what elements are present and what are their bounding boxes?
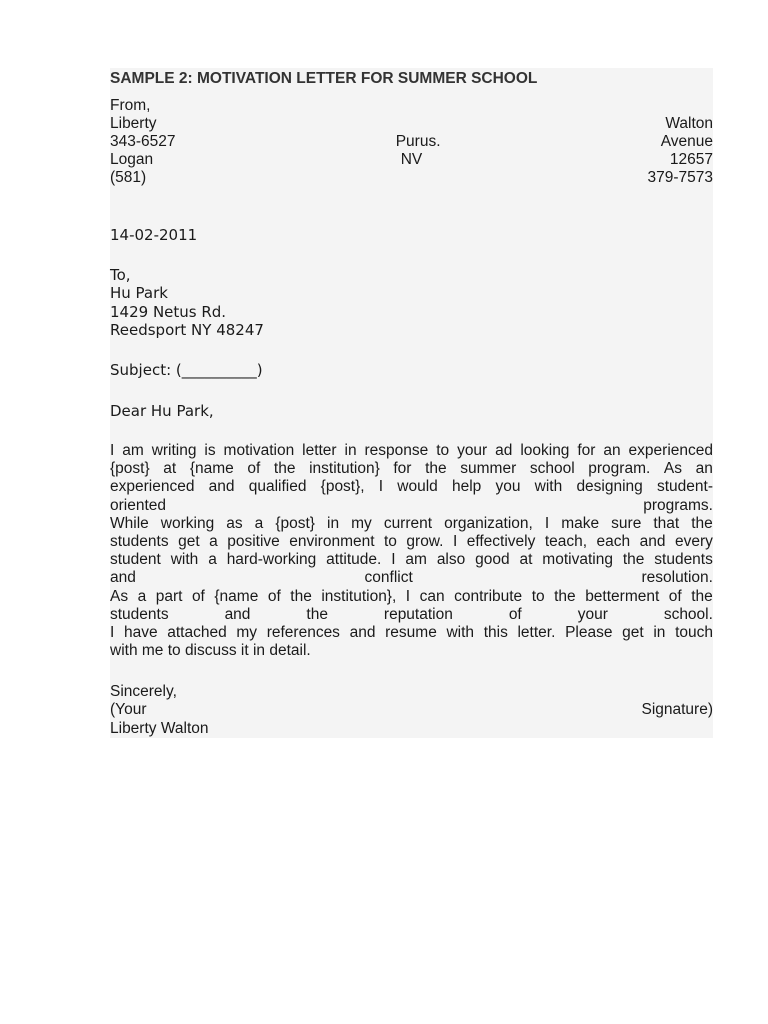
body-line xyxy=(110,478,713,496)
body-word: resolution. xyxy=(641,569,713,587)
body-word: and xyxy=(208,478,235,496)
body-word: Please xyxy=(565,624,613,641)
body-line xyxy=(110,515,713,533)
body-word: the xyxy=(691,587,713,605)
body-word: {name xyxy=(189,460,234,478)
body-word: at xyxy=(519,551,533,569)
body-word: {post}, xyxy=(320,478,365,496)
sender-last-name: Walton xyxy=(665,115,713,132)
body-word: I xyxy=(110,624,115,641)
body-line xyxy=(110,442,713,460)
body-word: have xyxy=(123,624,158,641)
body-word: good xyxy=(475,551,510,569)
sender-first-name: Liberty xyxy=(110,115,157,132)
from-label: From, xyxy=(110,97,151,114)
body-word: would xyxy=(397,478,438,496)
body-word: I xyxy=(452,533,458,550)
sender-signature-name: Liberty Walton xyxy=(110,720,209,737)
body-word: as xyxy=(226,514,243,532)
body-word: an xyxy=(695,460,713,478)
body-word: contribute xyxy=(454,587,523,605)
to-label: To, xyxy=(110,266,131,284)
body-word: touch xyxy=(675,624,713,641)
body-word: my xyxy=(351,514,372,532)
body-word: looking xyxy=(520,442,570,459)
signature-line xyxy=(110,701,713,719)
body-word: school xyxy=(529,460,575,478)
body-word: student xyxy=(110,551,161,569)
body-word: institution}, xyxy=(321,587,397,605)
body-line xyxy=(110,551,713,569)
body-word: this xyxy=(483,624,508,641)
body-word: programs. xyxy=(643,496,713,514)
body-word: to xyxy=(384,533,397,550)
body-word: qualified xyxy=(248,478,307,496)
signature-right: Signature) xyxy=(641,701,713,718)
body-word: a xyxy=(254,514,264,532)
sender-street-name: Purus. xyxy=(395,133,441,150)
body-word: the xyxy=(622,551,645,569)
body-word: with xyxy=(534,478,563,496)
body-word: I xyxy=(391,551,396,569)
body-word: student- xyxy=(656,478,713,496)
body-word: sure xyxy=(611,514,642,532)
body-word: of xyxy=(247,460,261,478)
body-word: of xyxy=(191,587,205,605)
body-word: your xyxy=(457,442,488,459)
body-word: response xyxy=(364,442,429,459)
body-word: students xyxy=(110,533,169,550)
body-word: you xyxy=(495,478,521,496)
body-word: students xyxy=(110,605,169,623)
body-word: with xyxy=(170,551,199,569)
sender-state: NV xyxy=(400,151,423,168)
body-word: get xyxy=(178,533,200,550)
recipient-name: Hu Park xyxy=(110,284,168,302)
from-address-row-3 xyxy=(110,151,713,169)
body-word: a xyxy=(209,533,218,550)
body-word: While xyxy=(110,514,149,532)
body-word: positive xyxy=(227,533,280,550)
body-word: school. xyxy=(663,605,713,623)
body-word: letter xyxy=(302,442,337,459)
body-word: a xyxy=(137,587,147,605)
body-word: the xyxy=(273,460,296,478)
body-word: and xyxy=(349,624,376,641)
body-word: with xyxy=(446,624,475,641)
body-line xyxy=(110,606,713,624)
body-word: ad xyxy=(495,442,513,459)
body-word: working xyxy=(160,514,215,532)
body-word: the xyxy=(306,605,328,623)
body-word: I xyxy=(110,442,115,459)
body-word: a xyxy=(208,551,217,569)
body-word: effectively xyxy=(466,533,536,550)
from-address-row-2 xyxy=(110,133,713,151)
body-word: in xyxy=(327,514,340,532)
body-word: for xyxy=(393,460,412,478)
letter-title: SAMPLE 2: MOTIVATION LETTER FOR SUMMER SCHOOL xyxy=(110,70,538,87)
sender-phone: 379-7573 xyxy=(647,169,713,186)
body-word: for xyxy=(577,442,596,459)
body-word: I xyxy=(544,514,550,532)
body-word: make xyxy=(561,514,600,532)
body-word: the xyxy=(290,587,312,605)
body-word: students xyxy=(654,551,713,569)
sender-area-code: (581) xyxy=(110,169,147,186)
body-word: of xyxy=(668,587,682,605)
body-word: {name xyxy=(214,587,259,605)
body-word: also xyxy=(436,551,466,569)
body-word: {post} xyxy=(275,514,315,532)
body-word: experienced xyxy=(110,478,195,496)
body-word: that xyxy=(653,514,680,532)
body-word: {post} xyxy=(110,460,150,478)
body-word: of xyxy=(267,587,281,605)
body-word: at xyxy=(163,460,177,478)
body-word: the xyxy=(691,514,713,532)
body-word: motivation xyxy=(223,442,295,459)
body-word: oriented xyxy=(110,496,167,514)
body-word: each xyxy=(596,533,631,550)
body-word: an xyxy=(603,442,621,459)
body-word: of xyxy=(508,605,522,623)
body-line xyxy=(110,533,713,551)
body-word: am xyxy=(405,551,427,569)
body-word: part xyxy=(155,587,183,605)
body-word: I xyxy=(405,587,411,605)
body-word: environment xyxy=(289,533,375,550)
body-word: I xyxy=(378,478,384,496)
body-word: conflict xyxy=(364,569,413,587)
body-word: writing xyxy=(151,442,197,459)
body-word: motivating xyxy=(542,551,613,569)
body-word: am xyxy=(122,442,144,459)
body-word: and xyxy=(110,569,136,587)
from-address-row-4 xyxy=(110,169,713,187)
body-word: the xyxy=(554,587,576,605)
body-word: is xyxy=(204,442,216,459)
sender-zip: 12657 xyxy=(669,151,713,168)
body-word: your xyxy=(577,605,608,623)
body-word: As xyxy=(110,587,129,605)
body-word: and xyxy=(639,533,666,550)
body-word: to xyxy=(531,587,545,605)
body-word: attached xyxy=(167,624,227,641)
body-word: attitude. xyxy=(326,551,382,569)
sender-street-number: 343-6527 xyxy=(110,133,176,150)
body-word: the xyxy=(425,460,447,478)
body-word: to xyxy=(436,442,450,459)
body-word: letter. xyxy=(517,624,556,641)
body-word: teach, xyxy=(544,533,588,550)
body-word: grow. xyxy=(406,533,444,550)
body-word: institution} xyxy=(309,460,380,478)
body-word: get xyxy=(622,624,644,641)
body-word: in xyxy=(653,624,666,641)
body-word: current xyxy=(383,514,433,532)
recipient-street: 1429 Netus Rd. xyxy=(110,303,227,321)
salutation: Dear Hu Park, xyxy=(110,402,214,420)
sender-city: Logan xyxy=(110,151,154,168)
body-word: in xyxy=(344,442,357,459)
body-line xyxy=(110,624,713,642)
body-word: help xyxy=(451,478,482,496)
body-word: and xyxy=(224,605,251,623)
body-word: my xyxy=(236,624,258,641)
body-line xyxy=(110,569,713,587)
body-word: reputation xyxy=(383,605,453,623)
body-word: hard-working xyxy=(226,551,317,569)
closing-sincerely: Sincerely, xyxy=(110,683,177,700)
body-word: As xyxy=(663,460,682,478)
letter-date: 14-02-2011 xyxy=(110,226,198,244)
body-word: summer xyxy=(460,460,517,478)
body-word: experienced xyxy=(628,442,713,459)
body-line xyxy=(110,460,713,478)
body-line xyxy=(110,588,713,606)
body-word: designing xyxy=(576,478,643,496)
sender-street-type: Avenue xyxy=(660,133,713,150)
body-line xyxy=(110,497,713,515)
body-word: organization, xyxy=(444,514,533,532)
body-word: betterment xyxy=(585,587,660,605)
body-line: with me to discuss it in detail. xyxy=(110,642,311,660)
signature-left: (Your xyxy=(110,701,147,718)
body-word: program. xyxy=(588,460,651,478)
subject-line: Subject: (__________) xyxy=(110,361,263,379)
body-word: references xyxy=(266,624,340,641)
body-word: can xyxy=(419,587,445,605)
body-word: every xyxy=(674,533,713,550)
from-address-row-1 xyxy=(110,115,713,133)
recipient-city: Reedsport NY 48247 xyxy=(110,321,264,339)
body-word: resume xyxy=(385,624,437,641)
